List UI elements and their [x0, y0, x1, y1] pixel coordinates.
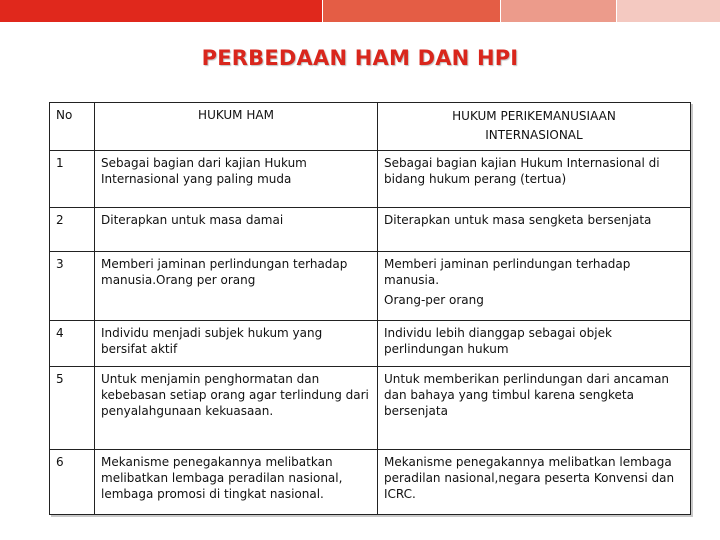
row-number: 3 [50, 252, 95, 321]
hpi-cell [378, 252, 691, 321]
row-number: 1 [50, 151, 95, 208]
row-number: 4 [50, 321, 95, 367]
ham-cell: Untuk menjamin penghormatan dan kebebasan setiap orang agar terlindung dari penyalahgunaan kekuasaan. [95, 367, 378, 450]
hpi-cell: Mekanisme penegakannya melibatkan lembaga peradilan nasional,negara peserta Konvensi dan ICRC. [378, 450, 691, 515]
ham-cell: Mekanisme penegakannya melibatkan melibatkan lembaga peradilan nasional, lembaga promosi di tingkat nasional. [95, 450, 378, 515]
ham-cell: Memberi jaminan perlindungan terhadap manusia.Orang per orang [95, 252, 378, 321]
header-hpi-text [452, 107, 616, 145]
ham-cell: Sebagai bagian dari kajian Hukum Internasional yang paling muda [95, 151, 378, 208]
top-decorative-bar [0, 0, 720, 22]
hpi-cell: Sebagai bagian kajian Hukum Internasional di bidang hukum perang (tertua) [378, 151, 691, 208]
hpi-cell-extra-text: Orang-per orang [384, 293, 484, 307]
table-row [50, 208, 691, 252]
slide-title: PERBEDAAN HAM DAN HPI [201, 46, 519, 70]
bar-segment-1 [0, 0, 322, 22]
header-ham: HUKUM HAM [95, 103, 378, 151]
table-row [50, 151, 691, 208]
table-header-row [50, 103, 691, 151]
header-no: No [50, 103, 95, 151]
hpi-cell: Individu lebih dianggap sebagai objek perlindungan hukum [378, 321, 691, 367]
row-number: 5 [50, 367, 95, 450]
table-row [50, 450, 691, 515]
header-hpi-line1: HUKUM PERIKEMANUSIAAN [452, 109, 616, 123]
bar-segment-3 [501, 0, 616, 22]
comparison-table [49, 102, 691, 515]
row-number: 2 [50, 208, 95, 252]
ham-cell: Individu menjadi subjek hukum yang bersifat aktif [95, 321, 378, 367]
table-row [50, 367, 691, 450]
header-hpi [378, 103, 691, 151]
header-hpi-line2: INTERNASIONAL [485, 128, 583, 142]
bar-segment-2 [323, 0, 500, 22]
table-row [50, 321, 691, 367]
bar-segment-4 [617, 0, 720, 22]
hpi-cell: Untuk memberikan perlindungan dari ancaman dan bahaya yang timbul karena sengketa bersenjata [378, 367, 691, 450]
ham-cell: Diterapkan untuk masa damai [95, 208, 378, 252]
table-row [50, 252, 691, 321]
row-number: 6 [50, 450, 95, 515]
hpi-cell: Diterapkan untuk masa sengketa bersenjata [378, 208, 691, 252]
hpi-cell-text: Memberi jaminan perlindungan terhadap manusia. [384, 257, 631, 287]
